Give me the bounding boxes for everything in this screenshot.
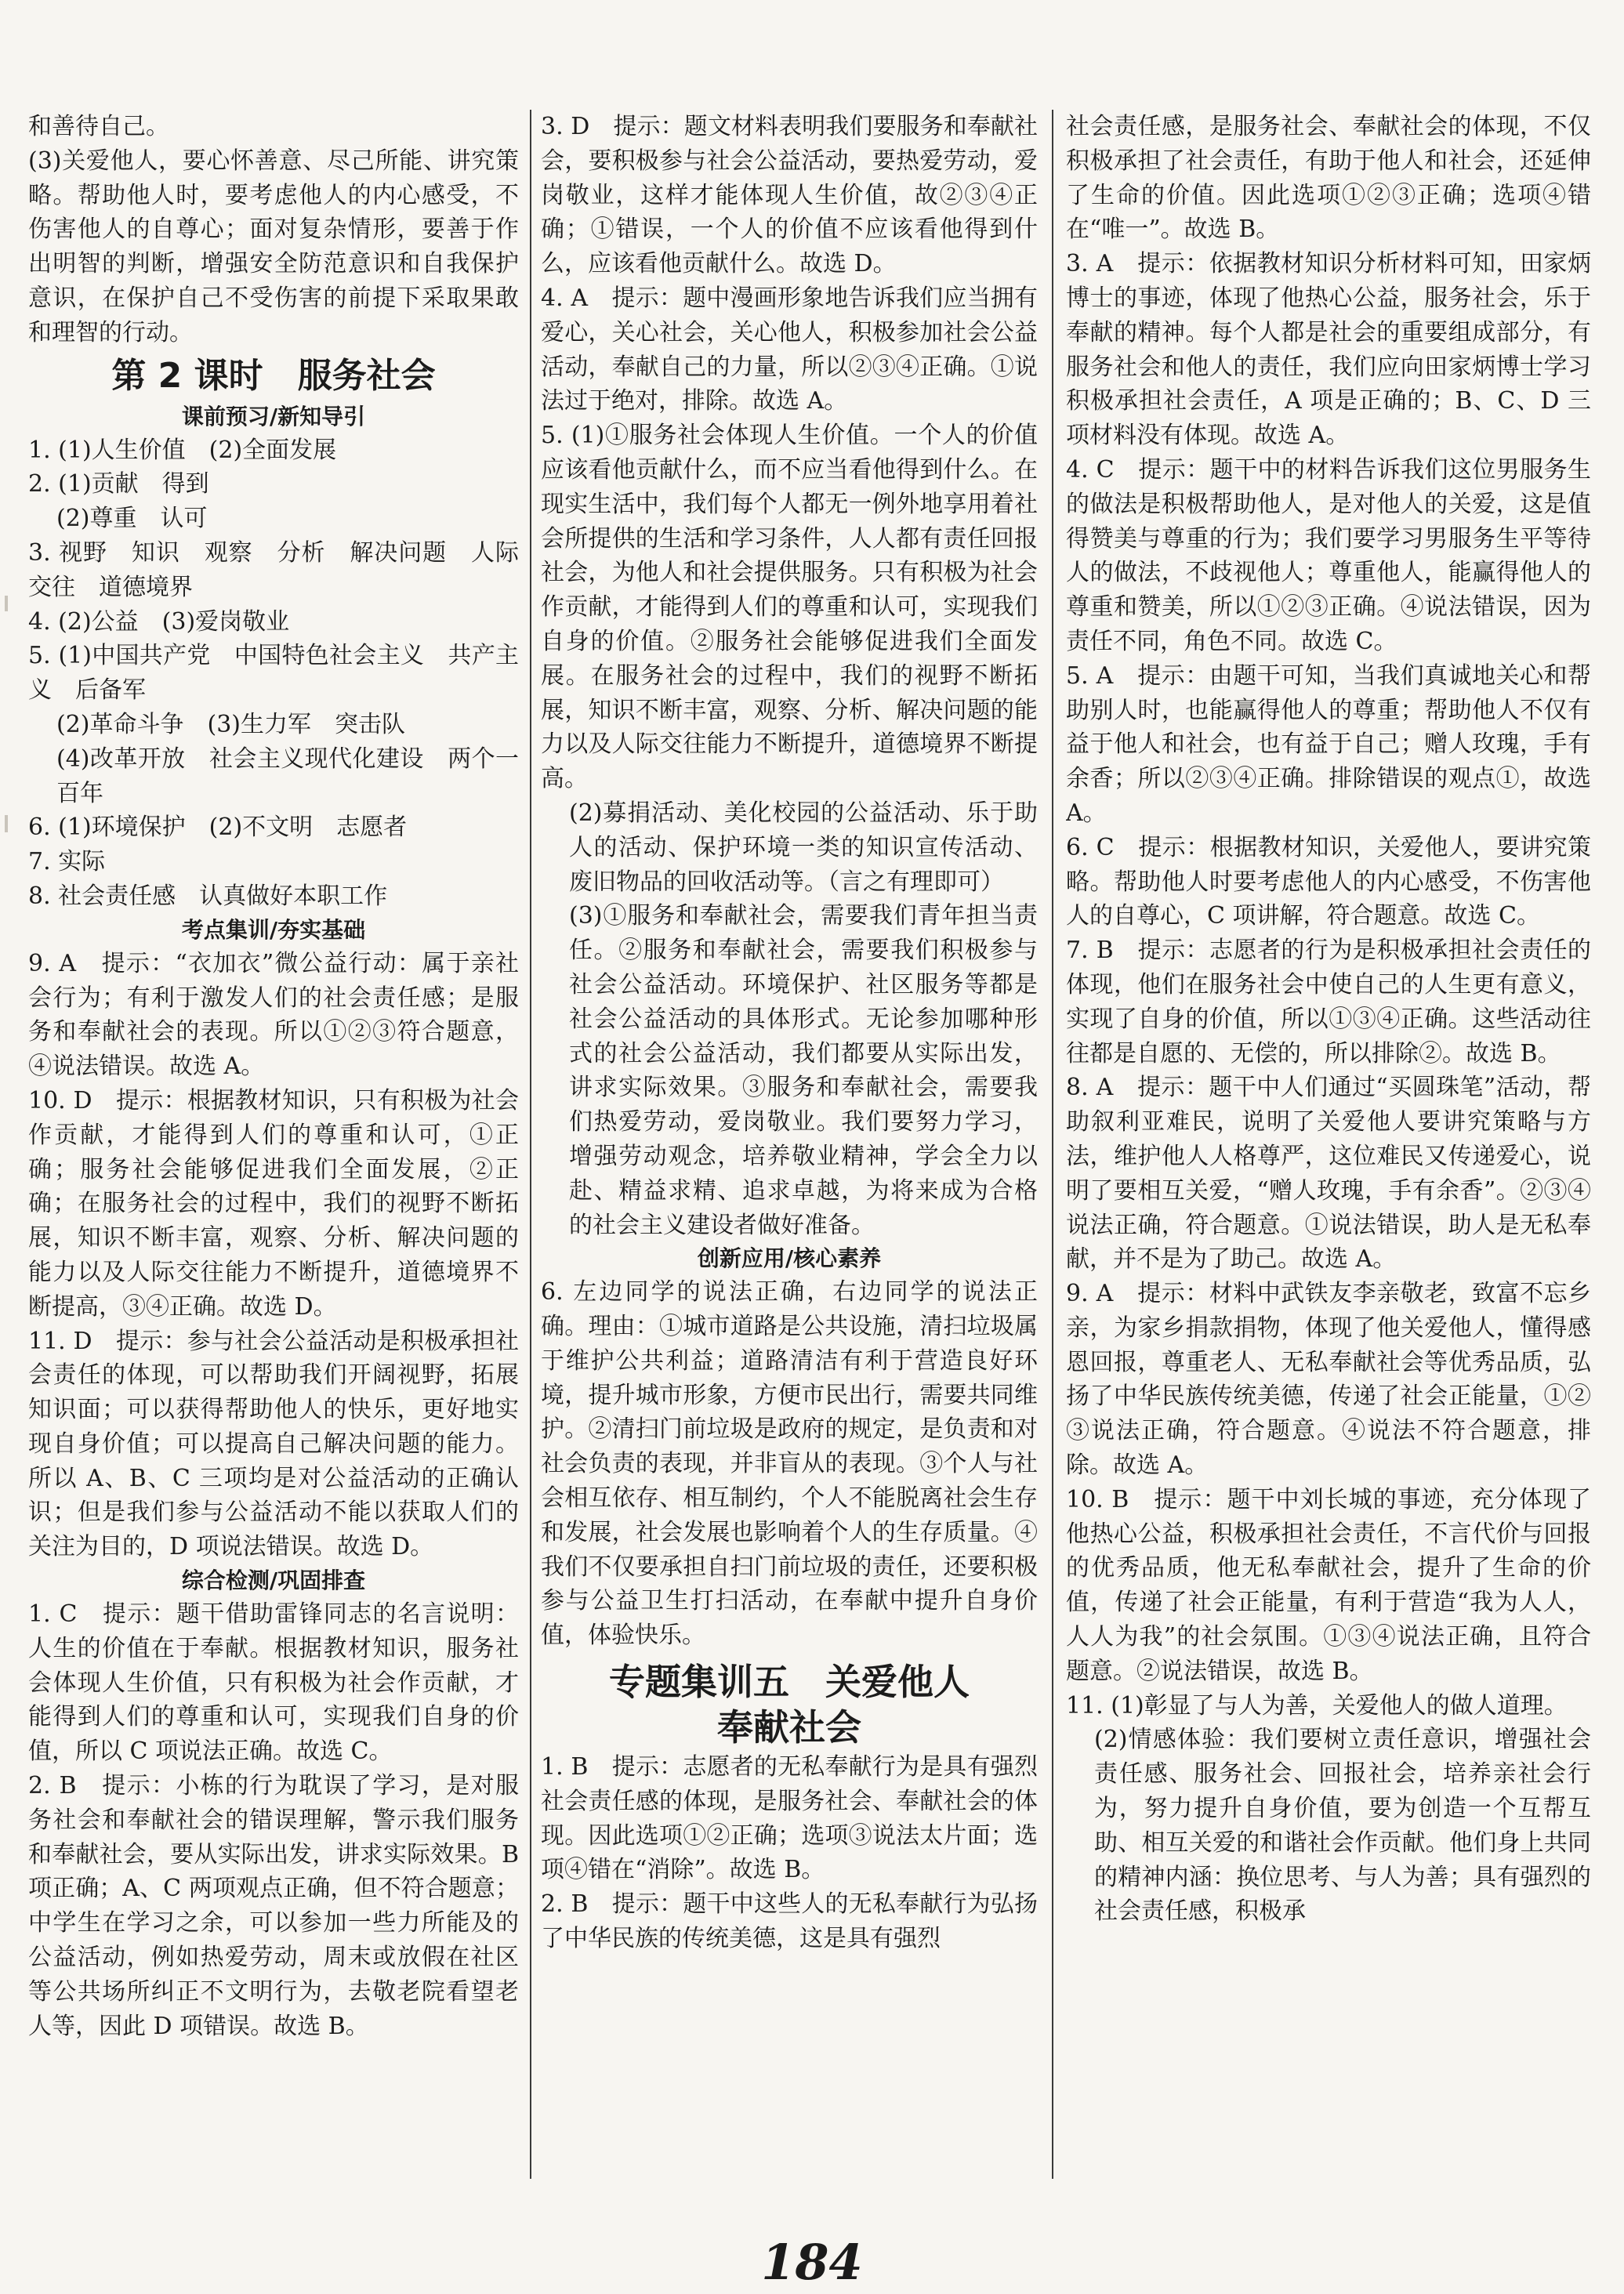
text-line: 和善待自己。 <box>28 113 169 140</box>
answer-item: 8. 社会责任感 认真做好本职工作 <box>28 882 388 910</box>
answer-item: 1. (1)人生价值 (2)全面发展 <box>28 436 337 464</box>
answer-item: 5. (1)①服务社会体现人生价值。一个人的价值应该看他贡献什么，而不应当看他得到什么。在现实生活中，我们每个人都无一例外地享用着社会所提供的生活和学习条件，人人都有责任回报社会，为他人和社会提供服务。只有积极为社会作贡献，才能得到人们的尊重和认可，实现我们自身的价值。②服务社会能够促进我们全面发展。在服务社会的过程中，我们的视野不断拓展，知识不断丰富，观察、分析、解决问题的能力以及人际交往能力不断提升，道德境界不断提高。 <box>541 422 1038 793</box>
answer-item: 10. D 提示：根据教材知识，只有积极为社会作贡献，才能得到人们的尊重和认可，①正确；服务社会能够促进我们全面发展，②正确；在服务社会的过程中，我们的视野不断拓展，知识不断丰富，观察、分析、解决问题的能力以及人际交往能力不断提升，道德境界不断提高，③④正确。故选 D。 <box>28 1086 519 1321</box>
answer-item: 11. D 提示：参与社会公益活动是积极承担社会责任的体现，可以帮助我们开阔视野，拓展知识面；可以获得帮助他人的快乐，更好地实现自身价值；可以提高自己解决问题的能力。所以 A、B、C 三项均是对公益活动的正确认识；但是我们参与公益活动不能以获取人们的关注为目的，D 项说法错误。故选 D。 <box>28 1327 519 1561</box>
answer-item: 1. B 提示：志愿者的无私奉献行为是具有强烈社会责任感的体现，是服务社会、奉献社会的体现。因此选项①②正确；选项③说法太片面；选项④错在“消除”。故选 B。 <box>541 1753 1038 1884</box>
answer-item: 4. A 提示：题中漫画形象地告诉我们应当拥有爱心，关心社会，关心他人，积极参加社会公益活动，奉献自己的力量，所以②③④正确。①说法过于绝对，排除。故选 A。 <box>541 284 1038 415</box>
answer-item: 11. (1)彰显了与人为善，关爱他人的做人道理。 <box>1066 1691 1568 1720</box>
answer-item: 4. (2)公益 (3)爱岗敬业 <box>28 607 290 636</box>
answer-item: 10. B 提示：题干中刘长城的事迹，充分体现了他热心公益，积极承担社会责任，不言代价与回报的优秀品质，他无私奉献社会，提升了生命的价值，传递了社会正能量，有利于营造“我为人人，人人为我”的社会氛围。①③④说法正确，且符合题意。②说法错误，故选 B。 <box>1066 1485 1591 1685</box>
answer-item: 4. C 提示：题干中的材料告诉我们这位男服务生的做法是积极帮助他人，是对他人的关爱，这是值得赞美与尊重的行为；我们要学习男服务生平等待人的做法，不歧视他人；尊重他人，能赢得他人的尊重和赞美，所以①②③正确。④说法错误，因为责任不同，角色不同。故选 C。 <box>1066 455 1591 655</box>
answer-item: 7. 实际 <box>28 848 106 876</box>
answer-item: (2)尊重 认可 <box>56 505 208 533</box>
answer-item: 5. A 提示：由题干可知，当我们真诚地关心和帮助别人时，也能赢得他人的尊重；帮助他人不仅有益于他人和社会，也有益于自己；赠人玫瑰，手有余香；所以②③④正确。排除错误的观点①，故选 A。 <box>1066 661 1591 827</box>
topic-title: 专题集训五 关爱他人 <box>609 1661 970 1704</box>
answer-item: 2. B 提示：小栋的行为耽误了学习，是对服务社会和奉献社会的错误理解，警示我们服务和奉献社会，要从实际出发，讲求实际效果。B 项正确；A、C 两项观点正确，但不符合题意；中学生在学习之余，可以参加一些力所能及的公益活动，例如热爱劳动，周末或放假在社区等公共场所纠正不文明行为，去敬老院看望老人等，因此 D 项错误。故选 B。 <box>28 1772 519 2040</box>
section-heading: 考点集训/夯实基础 <box>181 916 366 943</box>
answer-item: 2. B 提示：题干中这些人的无私奉献行为弘扬了中华民族的传统美德，这是具有强烈 <box>541 1890 1038 1953</box>
answer-item: 8. A 提示：题干中人们通过“买圆珠笔”活动，帮助叙利亚难民，说明了关爱他人要讲究策略与方法，维护他人人格尊严，这位难民又传递爱心，说明了要相互关爱，“赠人玫瑰，手有余香”。②③④说法正确，符合题意。①说法错误，助人是无私奉献，并不是为了助己。故选 A。 <box>1066 1074 1591 1274</box>
text-paragraph: (3)关爱他人，要心怀善意、尽己所能、讲究策略。帮助他人时，要考虑他人的内心感受，不伤害他人的自尊心；面对复杂情形，要善于作出明智的判断，增强安全防范意识和自我保护意识，在保护自己不受伤害的前提下采取果敢和理智的行动。 <box>28 147 519 346</box>
column-right <box>1066 110 1591 2192</box>
answer-item: (3)①服务和奉献社会，需要我们青年担当责任。②服务和奉献社会，需要我们积极参与社会公益活动。环境保护、社区服务等都是社会公益活动的具体形式。无论参加哪种形式的社会公益活动，我们都要从实际出发，讲求实际效果。③服务和奉献社会，需要我们热爱劳动，爱岗敬业。我们要努力学习，增强劳动观念，培养敬业精神，学会全力以赴、精益求精、追求卓越，为将来成为合格的社会主义建设者做好准备。 <box>569 902 1038 1239</box>
topic-title: 奉献社会 <box>717 1706 861 1749</box>
section-heading: 创新应用/核心素养 <box>697 1245 882 1272</box>
answer-item: 7. B 提示：志愿者的行为是积极承担社会责任的体现，他们在服务社会中使自己的人生更有意义，实现了自身的价值，所以①③④正确。这些活动往往都是自愿的、无偿的，所以排除②。故选 B。 <box>1066 937 1591 1067</box>
answer-item: 9. A 提示：材料中武铁友李亲敬老，致富不忘乡亲，为家乡捐款捐物，体现了他关爱他人，懂得感恩回报，尊重老人、无私奉献社会等优秀品质，弘扬了中华民族传统美德，传递了社会正能量，①②③说法正确，符合题意。④说法不符合题意，排除。故选 A。 <box>1066 1280 1591 1480</box>
answer-item: 3. A 提示：依据教材知识分析材料可知，田家炳博士的事迹，体现了他热心公益，服务社会，乐于奉献的精神。每个人都是社会的重要组成部分，有服务社会和他人的责任，我们应向田家炳博士学习积极承担社会责任，A 项是正确的；B、C、D 三项材料没有体现。故选 A。 <box>1066 250 1591 450</box>
answer-item: (2)情感体验：我们要树立责任意识，增强社会责任感、服务社会、回报社会，培养亲社会行为，努力提升自身价值，要为创造一个互帮互助、相互关爱的和谐社会作贡献。他们身上共同的精神内涵：换位思考、与人为善；具有强烈的社会责任感，积极承 <box>1094 1726 1591 1926</box>
section-heading: 综合检测/巩固排查 <box>181 1567 366 1594</box>
answer-item: 9. A 提示：“衣加衣”微公益行动：属于亲社会行为；有利于激发人们的社会责任感；是服务和奉献社会的表现。所以①②③符合题意，④说法错误。故选 A。 <box>28 949 519 1081</box>
binding-mark <box>5 815 8 832</box>
lesson-title: 第 2 课时 服务社会 <box>111 355 436 396</box>
column-divider <box>530 110 531 2179</box>
section-heading: 课前预习/新知导引 <box>181 403 366 429</box>
answer-item: 6. (1)环境保护 (2)不文明 志愿者 <box>28 814 408 842</box>
answer-item: 3. D 提示：题文材料表明我们要服务和奉献社会，要积极参与社会公益活动，要热爱劳动，爱岗敬业，这样才能体现人生价值，故②③④正确；①错误，一个人的价值不应该看他得到什么，应该看他贡献什么。故选 D。 <box>541 113 1038 278</box>
answer-item: 社会责任感，是服务社会、奉献社会的体现，不仅积极承担了社会责任，有助于他人和社会，还延伸了生命的价值。因此选项①②③正确；选项④错在“唯一”。故选 B。 <box>1066 113 1591 244</box>
answer-item: (4)改革开放 社会主义现代化建设 两个一百年 <box>56 745 519 807</box>
answer-item: (2)革命斗争 (3)生力军 突击队 <box>56 710 405 738</box>
column-divider <box>1052 110 1053 2179</box>
answer-item: 1. C 提示：题干借助雷锋同志的名言说明：人生的价值在于奉献。根据教材知识，服务社会体现人生价值，只有积极为社会作贡献，才能得到人们的尊重和认可，实现我们自身的价值，所以 C 项说法正确。故选 C。 <box>28 1600 519 1766</box>
answer-item: 2. (1)贡献 得到 <box>28 470 209 498</box>
column-left <box>28 110 519 2192</box>
answer-item: (2)募捐活动、美化校园的公益活动、乐于助人的活动、保护环境一类的知识宣传活动、废旧物品的回收活动等。（言之有理即可） <box>569 799 1038 896</box>
answer-item: 3. 视野 知识 观察 分析 解决问题 人际交往 道德境界 <box>28 538 519 601</box>
answer-item: 6. C 提示：根据教材知识，关爱他人，要讲究策略。帮助他人时要考虑他人的内心感受，不伤害他人的自尊心，C 项讲解，符合题意。故选 C。 <box>1066 833 1591 930</box>
answer-item: 5. (1)中国共产党 中国特色社会主义 共产主义 后备军 <box>28 642 519 705</box>
column-middle <box>541 110 1038 2192</box>
answer-item: 6. 左边同学的说法正确，右边同学的说法正确。理由：①城市道路是公共设施，清扫垃圾属于维护公共利益；道路清洁有利于营造良好环境，提升城市形象，方便市民出行，需要共同维护。②清扫门前垃圾是政府的规定，是负责和对社会负责的表现，并非盲从的表现。③个人与社会相互依存、相互制约，个人不能脱离社会生存和发展，社会发展也影响着个人的生存质量。④我们不仅要承担自扫门前垃圾的责任，还要积极参与公益卫生打扫活动，在奉献中提升自身价值，体验快乐。 <box>541 1278 1038 1650</box>
page-number: 184 <box>761 2234 863 2291</box>
binding-mark <box>5 596 8 611</box>
